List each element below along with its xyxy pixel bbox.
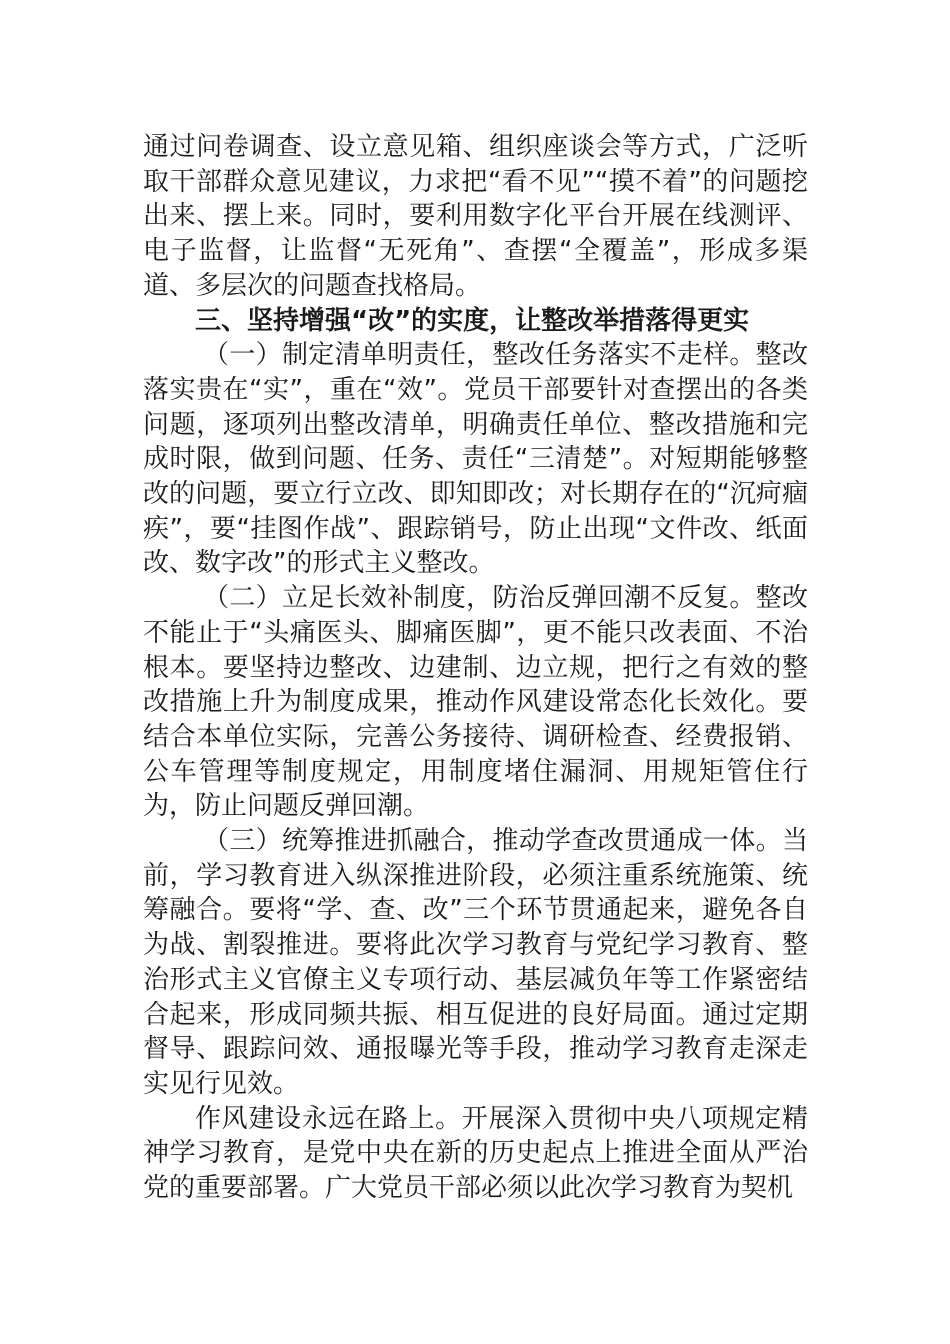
document-body [143, 130, 808, 1206]
conclusion-paragraph: 作风建设永远在路上。开展深入贯彻中央八项规定精神学习教育，是党中央在新的历史起点上推进全面从严治党的重要部署。广大党员干部必须以此次学习教育为契机 [143, 1103, 808, 1204]
subsection-paragraph-2: （二）立足长效补制度，防治反弹回潮不反复。整改不能止于“头痛医头、脚痛医脚”，更不能只改表面、不治根本。要坚持边整改、边建制、边立规，把行之有效的整改措施上升为制度成果，推动作风建设常态化长效化。要结合本单位实际，完善公务接待、调研检查、经费报销、公车管理等制度规定，用制度堵住漏洞、用规矩管住行为，防止问题反弹回潮。 [143, 583, 808, 822]
subsection-paragraph-1: （一）制定清单明责任，整改任务落实不走样。整改落实贵在“实”，重在“效”。党员干部要针对查摆出的各类问题，逐项列出整改清单，明确责任单位、整改措施和完成时限，做到问题、任务、责任“三清楚”。对短期能够整改的问题，要立行立改、即知即改；对长期存在的“沉疴痼疾”，要“挂图作战”、跟踪销号，防止出现“文件改、纸面改、数字改”的形式主义整改。 [143, 340, 808, 579]
subsection-paragraph-3: （三）统筹推进抓融合，推动学查改贯通成一体。当前，学习教育进入纵深推进阶段，必须注重系统施策、统筹融合。要将“学、查、改”三个环节贯通起来，避免各自为战、割裂推进。要将此次学习教育与党纪学习教育、整治形式主义官僚主义专项行动、基层减负年等工作紧密结合起来，形成同频共振、相互促进的良好局面。通过定期督导、跟踪问效、通报曝光等手段，推动学习教育走深走实见行见效。 [143, 826, 808, 1099]
paragraph-continuation: 通过问卷调查、设立意见箱、组织座谈会等方式，广泛听取干部群众意见建议，力求把“看不见”“摸不着”的问题挖出来、摆上来。同时，要利用数字化平台开展在线测评、电子监督，让监督“无死角”、查摆“全覆盖”，形成多渠道、多层次的问题查找格局。 [143, 132, 808, 301]
section-heading-3: 三、坚持增强“改”的实度，让整改举措落得更实 [195, 305, 750, 336]
